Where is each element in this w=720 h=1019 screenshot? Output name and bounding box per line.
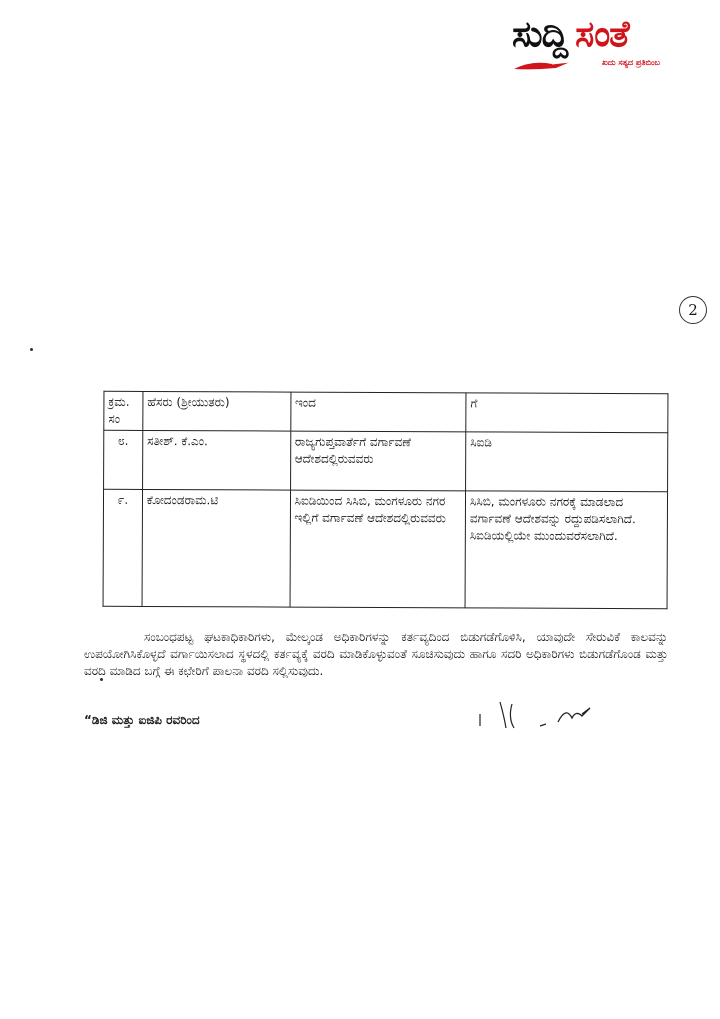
row-from: ಸಿಐಡಿಯಿಂದ ಸಿಸಿಬಿ, ಮಂಗಳೂರು ನಗರ ಇಲ್ಲಿಗೆ ವರ್ಗಾವಣೆ ಆದೇಶದಲ್ಲಿರುವವರು [290, 490, 466, 608]
table-row [103, 489, 668, 608]
logo-wordmark [512, 14, 629, 56]
row-officer-name: ಕೋದಂಡರಾಮ.ಟಿ [142, 489, 290, 607]
transfer-table [103, 391, 669, 609]
header-to: ಗೆ [466, 393, 668, 433]
table-row [104, 430, 668, 491]
logo-word-santhe: ಸಂತೆ [575, 14, 629, 55]
row-from: ರಾಜ್ಯಗುಪ್ತವಾರ್ತೆಗೆ ವರ್ಗಾವಣೆ ಆದೇಶದಲ್ಲಿರುವವರು [290, 431, 466, 491]
sudhi-santhe-logo [512, 14, 712, 74]
row-serial: ೮. [104, 430, 143, 489]
instruction-text: ಸಂಬಂಧಪಟ್ಟ ಘಟಕಾಧಿಕಾರಿಗಳು, ಮೇಲ್ಕಂಡ ಅಧಿಕಾರಿಗಳನ್ನು ಕರ್ತವ್ಯದಿಂದ ಬಿಡುಗಡೆಗೊಳಿಸಿ, ಯಾವುದೇ ಸೇರುವಿಕೆ ಕಾಲವನ್ನು ಉಪಯೋಗಿಸಿಕೊಳ್ಳದೆ ವರ್ಗಾಯಿಸಲಾದ ಸ್ಥಳದಲ್ಲಿ ಕರ್ತವ್ಯಕ್ಕೆ ವರದಿ ಮಾಡಿಕೊಳ್ಳುವಂತೆ ಸೂಚಿಸುವುದು ಹಾಗೂ ಸದರಿ ಅಧಿಕಾರಿಗಳು ಬಿಡುಗಡೆಗೊಂಡ ಮತ್ತು ವರದಿ ಮಾಡಿದ ಬಗ್ಗೆ ಈ ಕಛೇರಿಗೆ ಪಾಲನಾ ವರದಿ ಸಲ್ಲಿಸುವುದು. [84, 630, 668, 678]
logo-word-sudhi: ಸುದ್ದಿ [512, 14, 568, 55]
signature-scribble [478, 700, 618, 730]
header-name: ಹೆಸರು (ಶ್ರೀಯುತರು) [143, 391, 291, 431]
row-to: ಸಿಸಿಬಿ, ಮಂಗಳೂರು ನಗರಕ್ಕೆ ಮಾಡಲಾದ ವರ್ಗಾವಣೆ ಆದೇಶವನ್ನು ರದ್ದುಪಡಿಸಲಾಗಿದೆ. ಸಿಐಡಿಯಲ್ಲಿಯೇ ಮುಂದುವರೆಸಲಾಗಿದೆ. [465, 491, 668, 609]
logo-tagline: ಖದು ಸತ್ಯದ ಪ್ರತಿಬಿಂಬ [602, 58, 660, 67]
scan-speck [30, 348, 33, 351]
instruction-paragraph [84, 629, 668, 680]
row-officer-name: ಸತೀಶ್. ಕೆ.ಎಂ. [142, 430, 290, 490]
header-from: ಇಂದ [290, 392, 466, 432]
header-serial: ಕ್ರಮ. ಸಂ [104, 391, 143, 430]
table-header-row [104, 391, 668, 432]
pen-swoosh-icon [512, 58, 572, 72]
row-to: ಸಿಐಡಿ [466, 432, 668, 492]
row-serial: ೯. [103, 489, 142, 606]
page-number-badge: 2 [679, 296, 707, 324]
issuer-note: “ಡಿಜಿ ಮತ್ತು ಐಜಿಪಿ ರವರಿಂದ [84, 713, 200, 727]
